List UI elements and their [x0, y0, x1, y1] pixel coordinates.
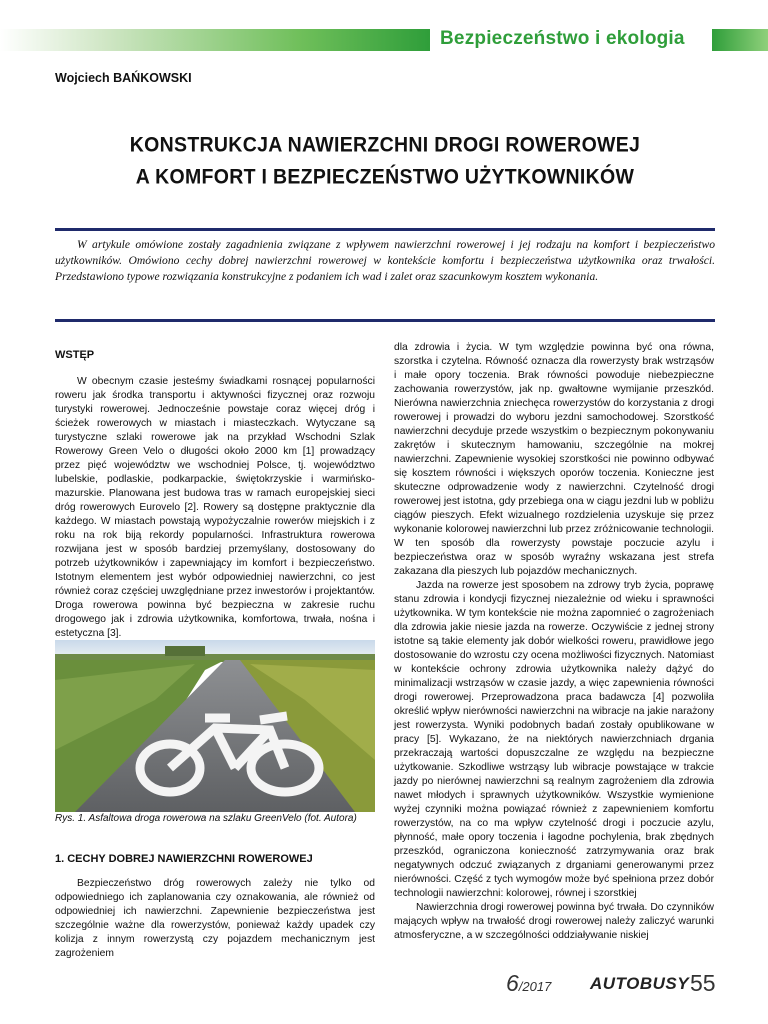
bike-path-photo: [55, 640, 375, 812]
abstract-bottom-rule: [55, 319, 715, 322]
intro-heading: WSTĘP: [55, 349, 95, 361]
right-paragraph-1: dla zdrowia i życia. W tym względzie powinna być ona równa, szorstka i czytelna. Równość oznacza dla rowerzysty brak wstrząsów i małe opory toczenia. Brak równości powoduje niebezpieczne zachowania rowerzystów, jak np. gwałtowne wymijanie przeszkód. Nierówna nawierzchnia zniechęca rowerzystów do korzystania z drogi rowerowej i prowadzi do wyboru jezdni samochodowej. Szorstkość nawierzchni decyduje przede wszystkim o bezpiecznym pokonywaniu zakrętów i skutecznym hamowaniu, szczególnie na mokrej nawierzchni. Zapewnienie wysokiej szorstkości nie powinno odbywać się kosztem równości i większych oporów toczenia. Konieczne jest skuteczne odprowadzenie wody z nawierzchni. Czytelność drogi rowerowej jest istotna, gdy przebiega ona w ciągu jezdni lub w pobliżu ciągów pieszych. Efekt wizualnego rozdzielenia uzyskuje się przez wykonanie kolorowej nawierzchni lub przez zróżnicowanie technologii. W ten sposób dla rowerzysty powstaje poczucie azylu i bezpieczeństwa oraz w sposób wyraźny wskazana jest strefa zakazana dla pieszych lub pojazdów mechanicznych.: [394, 342, 714, 577]
header-gradient-band: [0, 29, 430, 51]
issue-number: [506, 970, 551, 997]
intro-paragraph: W obecnym czasie jesteśmy świadkami rosnącej popularności roweru jak środka transportu i aktywności fizycznej oraz rozwoju turystyki rowerowej. Jednocześnie powstaje coraz więcej dróg i ścieżek rowerowych w miastach i miasteczkach. Wytyczane są turystyczne szlaki rowerowe jak na przykład Wschodni Szlak Rowerowy Green Velo o długości około 2000 km [1] prowadzący przez pięć województw we wschodniej Polsce, tj. województwo lubelskie, podlaskie, podkarpackie, świętokrzyskie i warmińsko-mazurskie. Planowana jest budowa tras w ramach europejskiej sieci dróg rowerowych Eurovelo [2]. Rowery są dostępne praktycznie dla każdego. W miastach powstają wypożyczalnie rowerów miejskich i z roku na rok biją rekordy popularności. Infrastruktura rowerowa rozwijana jest w sposób bardziej przemyślany, dostosowany do potrzeb użytkowników i zapewniający im komfort i bezpieczeństwo. Istotnym elementem jest wybór odpowiedniej nawierzchni, co jest również coraz częściej uwzględniane przez inwestorów i projektantów. Droga rowerowa powinna być bezpieczna w zakresie ruchu drogowego jak i zdrowia użytkownika, komfortowa, trwała, nośna i estetyczna [3].: [55, 376, 375, 639]
bike-path-photo-image: [55, 640, 375, 812]
section1-paragraph: Bezpieczeństwo dróg rowerowych zależy nie tylko od odpowiedniego ich zaplanowania czy oznakowania, ale również od odpowiedniej ich nawierzchni. Zapewnienie bezpieczeństwa jest szczególnie ważne dla rowerzystów, ponieważ każdy upadek czy kolizja z innym rowerzystą czy pojazdem mechanicznym jest zagrożeniem: [55, 878, 375, 959]
section1-heading: 1. CECHY DOBREJ NAWIERZCHNI ROWEROWEJ: [55, 853, 313, 865]
abstract: W artykule omówione zostały zagadnienia związane z wpływem nawierzchni rowerowej i jej rodzaju na komfort i bezpieczeństwo użytkowników. Omówiono cechy dobrej nawierzchni rowerowej w kontekście komfortu i bezpieczeństwa użytkownika oraz trwałości. Przedstawiono typowe rozwiązania konstrukcyjne z podaniem ich wad i zalet oraz szacunkowym kosztem wykonania.: [55, 238, 715, 283]
article-title-line1: KONSTRUKCJA NAWIERZCHNI DROGI ROWEROWEJ: [129, 133, 641, 157]
abstract-top-rule: [55, 228, 715, 231]
section1-text-block: [55, 877, 375, 961]
right-paragraph-3: Nawierzchnia drogi rowerowej powinna być trwała. Do czynników mających wpływ na trwałość drogi rowerowej należy zaliczyć warunki atmosferyczne, a w szczególności oddziaływanie niskiej: [394, 902, 714, 941]
right-column: [394, 341, 714, 943]
intro-text-block: [55, 375, 375, 641]
magazine-name: AUTOBUSY: [590, 974, 690, 993]
figure-caption: Rys. 1. Asfaltowa droga rowerowa na szlaku GreenVelo (fot. Autora): [55, 813, 357, 824]
section-title: Bezpieczeństwo i ekologia: [440, 28, 685, 49]
header-gradient-band-right: [712, 29, 768, 51]
right-paragraph-2: Jazda na rowerze jest sposobem na zdrowy tryb życia, poprawę stanu zdrowia i kondycji fizycznej niezależnie od wieku i sprawności użytkownika. W tym kontekście nie można zapomnieć o zagrożeniach dla zdrowia jakie niesie jazda na rowerze. Oczywiście z jednej strony istotne są takie elementy jak dobór wielkości roweru, prawidłowe jego dostosowanie do wzrostu czy ocena możliwości fizycznych. Natomiast w kontekście ochrony zdrowia użytkownika należy dążyć do minimalizacji wstrząsów w czasie jazdy, a więc zapewnienia równości drogi rowerowej. Przeprowadzona praca badawcza [4] pozwoliła określić wpływ nierówności nawierzchni na wibracje na jakie narażony jest rowerzysta. Wyniki podobnych badań zostały opublikowane w pracy [5]. Wykazano, że na niektórych nawierzchniach drgania przekraczają wartości dopuszczalne ze względu na bezpieczne użytkowanie. Szkodliwe wstrząsy lub wibracje powstające w trakcie jazdy po nierównej nawierzchni są realnym zagrożeniem dla zdrowia nawet młodych i sprawnych użytkowników. Wszystkie wymienione wyżej czynniki można powiązać również z zapewnieniem komfortu rowerzystów, na co ma wpływ czytelność drogi i poczucie azylu, płynność, małe opory toczenia i łagodne pochylenia, brak zbędnych przeszkód, ograniczona konieczność zatrzymywania oraz brak negatywnych odczuć związanych z drganiami generowanymi przez nierówności. Część z tych wymogów może być spełniona przez dobór technologii nawierzchni: kolorowej, równej i szorstkiej: [394, 580, 714, 899]
issue-year: /2017: [518, 979, 552, 994]
issue-value: 6: [506, 970, 519, 996]
page-number: 55: [690, 970, 716, 996]
author-name: Wojciech BAŃKOWSKI: [55, 71, 192, 85]
article-title-line2: A KOMFORT I BEZPIECZEŃSTWO UŻYTKOWNIKÓW: [135, 165, 635, 189]
